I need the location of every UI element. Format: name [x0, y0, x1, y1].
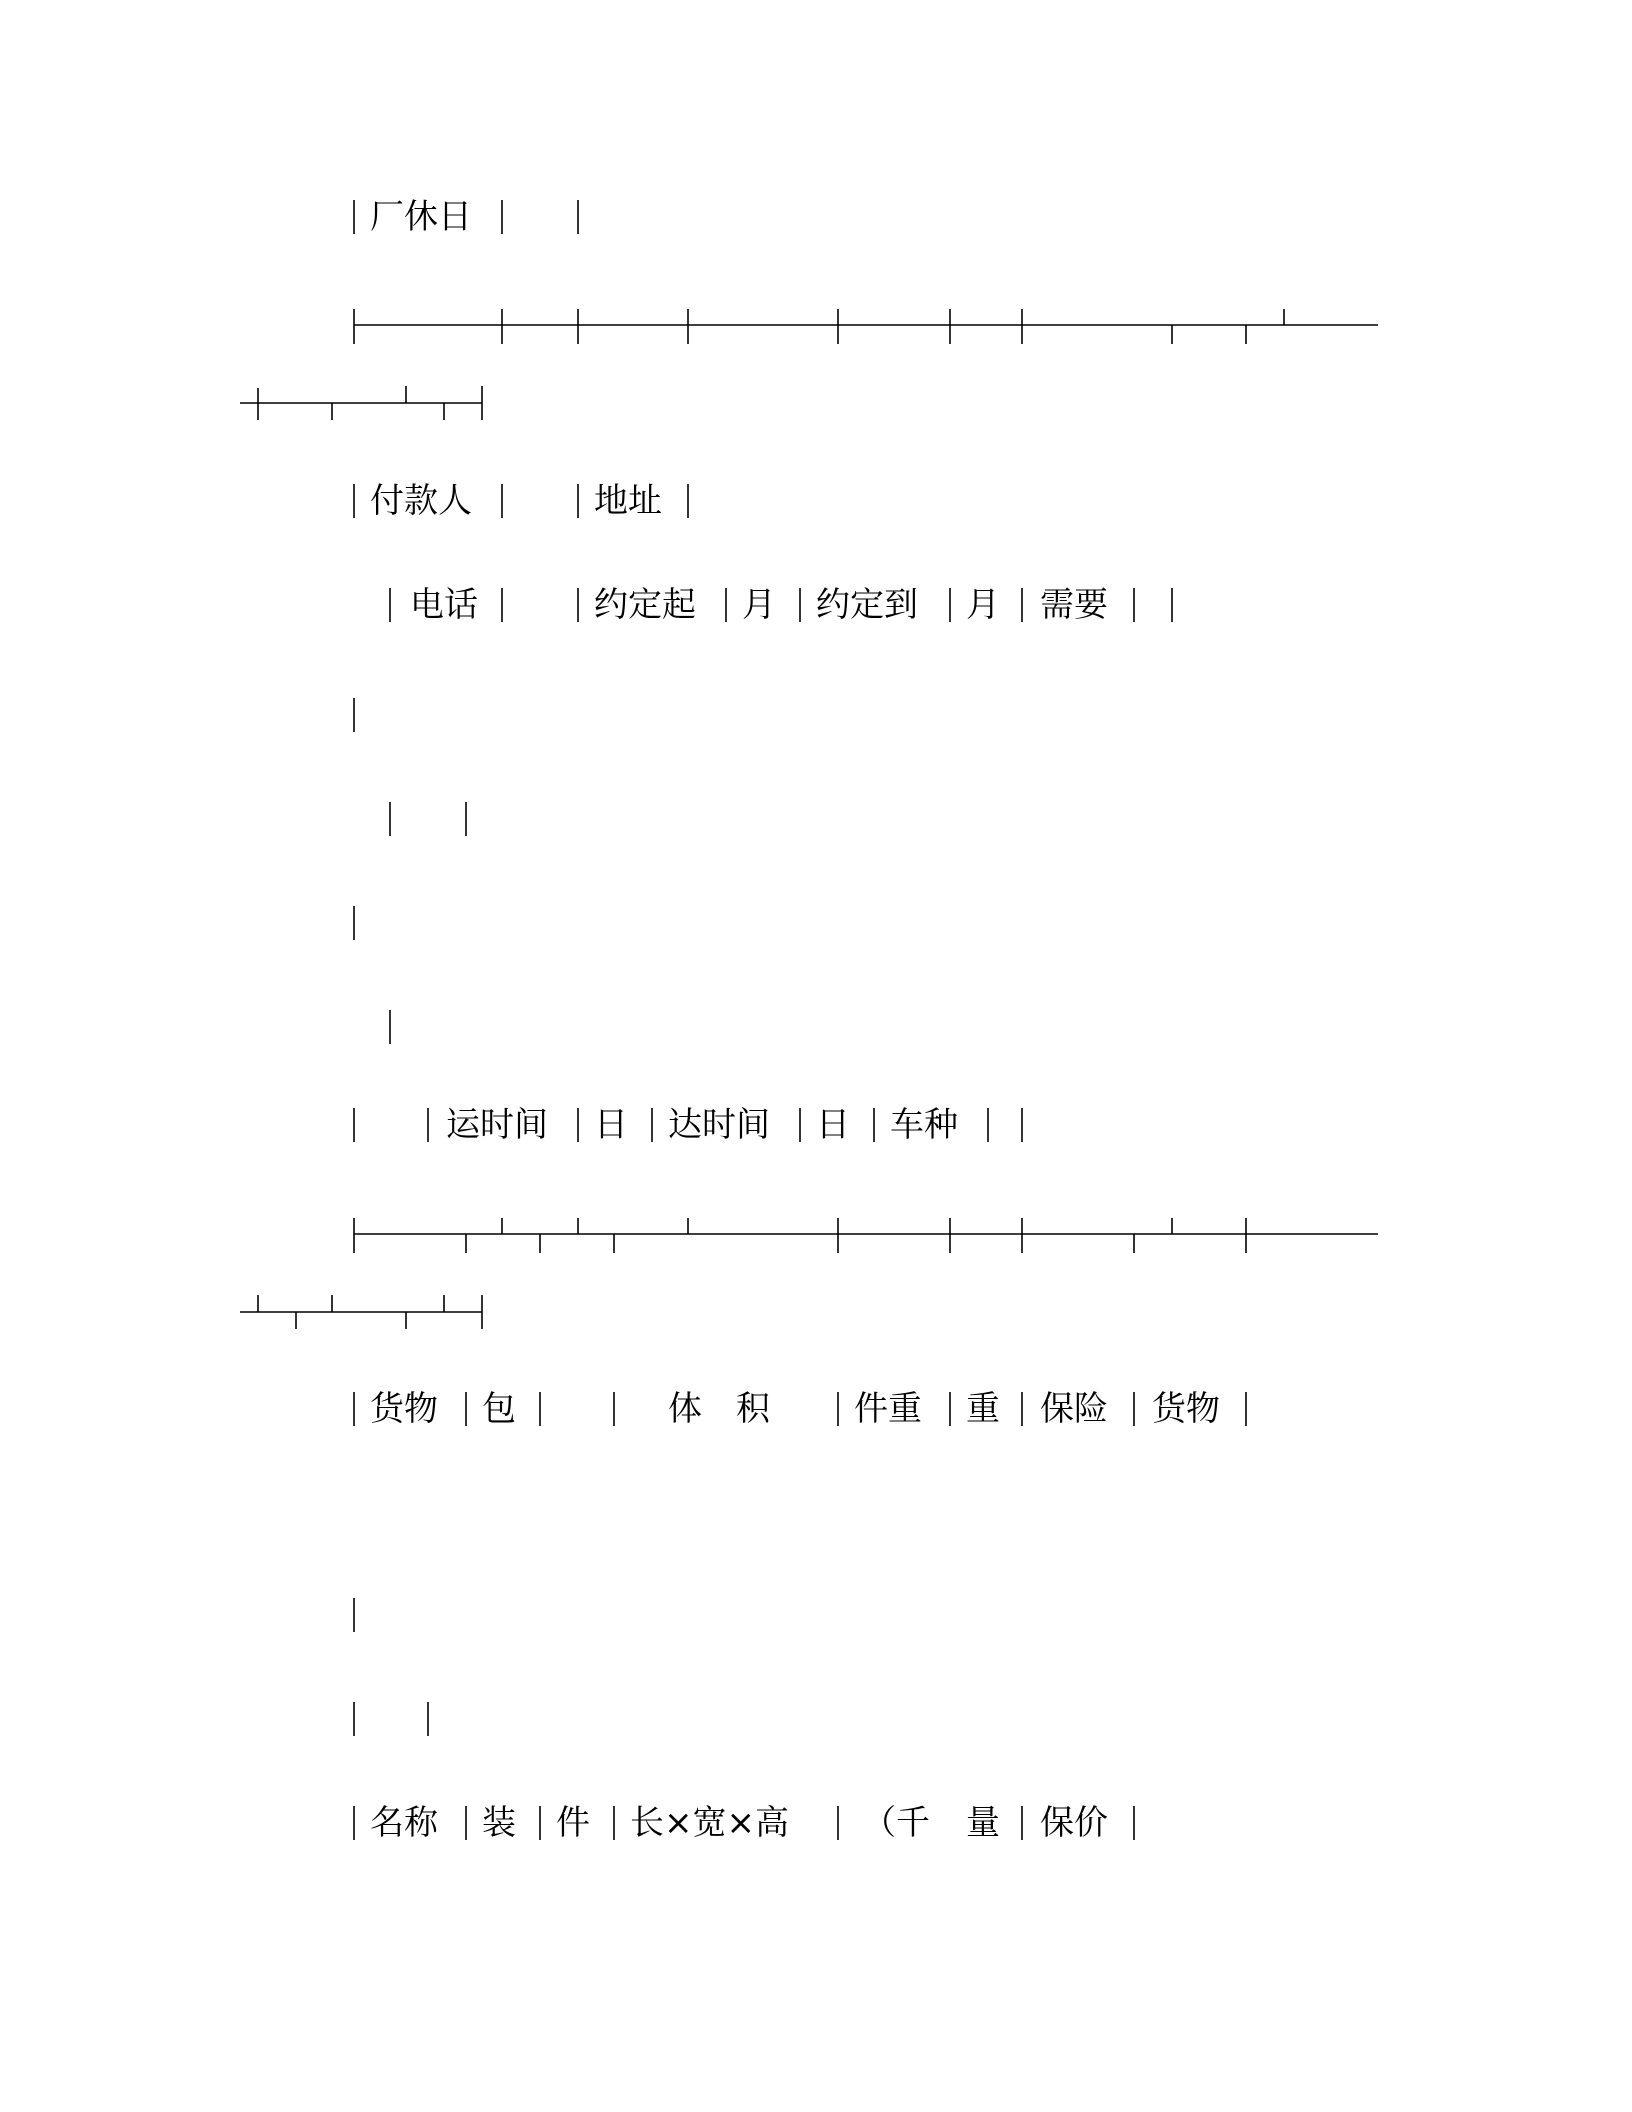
- month-label-1: 月: [742, 585, 776, 625]
- weight-label: 重: [966, 1389, 1000, 1429]
- packing-label: 装: [482, 1803, 516, 1843]
- field-separators: [354, 200, 1246, 1840]
- pack-label: 包: [482, 1389, 516, 1429]
- horizontal-rule-1: [354, 309, 1378, 344]
- name-label: 名称: [370, 1803, 438, 1843]
- factory-holiday-label: 厂休日: [370, 197, 472, 237]
- phone-label: 电话: [410, 585, 478, 625]
- need-label: 需要: [1040, 585, 1108, 625]
- agreed-start-label: 约定起: [594, 585, 696, 625]
- vehicle-type-label: 车种: [890, 1105, 958, 1145]
- day-label-1: 日: [594, 1105, 628, 1145]
- horizontal-rule-2-continuation: [240, 1295, 482, 1329]
- goods-label: 货物: [370, 1389, 438, 1429]
- month-label-2: 月: [966, 585, 1000, 625]
- pieces-label: 件: [556, 1803, 590, 1843]
- day-label-2: 日: [816, 1105, 850, 1145]
- insurance-label: 保险: [1040, 1389, 1108, 1429]
- horizontal-rule-2: [354, 1218, 1378, 1253]
- kilo-label: （千: [862, 1803, 930, 1843]
- dimensions-label: 长×宽×高: [630, 1803, 789, 1843]
- horizontal-rule-1-continuation: [240, 386, 482, 420]
- insured-value-label: 保价: [1040, 1803, 1108, 1843]
- piece-weight-label: 件重: [854, 1389, 922, 1429]
- quantity-label: 量: [966, 1803, 1000, 1843]
- arrive-time-label: 达时间: [668, 1105, 770, 1145]
- payer-label: 付款人: [370, 481, 472, 521]
- agreed-arrival-label: 约定到: [816, 585, 918, 625]
- volume-label: 体 积: [668, 1389, 770, 1429]
- address-label: 地址: [594, 481, 662, 521]
- ship-time-label: 运时间: [446, 1105, 548, 1145]
- goods-label-2: 货物: [1152, 1389, 1220, 1429]
